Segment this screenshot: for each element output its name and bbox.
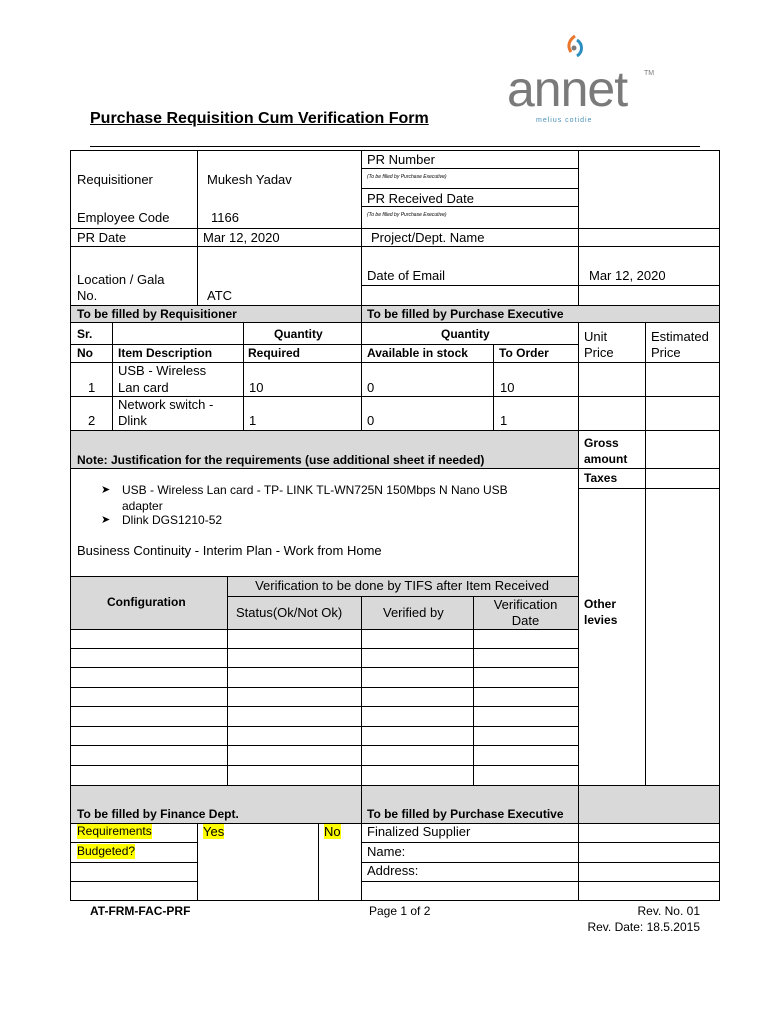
footer-revision-number: Rev. No. 01 (637, 904, 700, 918)
item-required: 1 (249, 413, 257, 428)
pr-date-label: PR Date (77, 230, 127, 245)
footer-revision-date: Rev. Date: 18.5.2015 (587, 920, 700, 934)
justification-reason: Business Continuity - Interim Plan - Work from Home (77, 543, 382, 558)
budget-no-option[interactable]: No (324, 824, 341, 839)
project-label: Project/Dept. Name (371, 230, 485, 245)
item-available: 0 (367, 413, 375, 428)
form-title: Purchase Requisition Cum Verification Form (90, 110, 429, 127)
col-quantity-stock-top: Quantity (441, 327, 490, 341)
item-description-line1: Network switch - (118, 397, 214, 412)
requisitioner-value: Mukesh Yadav (207, 172, 292, 187)
col-sr-line2: No (77, 346, 93, 360)
location-label-line1: Location / Gala (77, 272, 165, 287)
footer-page-number: Page 1 of 2 (369, 904, 431, 918)
employee-code-value: 1166 (211, 210, 239, 225)
item-description-line2: Lan card (118, 380, 169, 395)
item-required: 10 (249, 380, 264, 395)
pr-number-label: PR Number (367, 152, 435, 167)
logo-tagline: melius cotidie (536, 117, 593, 124)
col-estimated-price-line1: Estimated (651, 329, 709, 344)
title-rule (90, 146, 700, 147)
item-sr: 1 (88, 380, 96, 395)
requirements-label-line2: Budgeted? (77, 844, 136, 858)
verification-date-line1: Verification (493, 597, 558, 612)
col-item-description: Item Description (118, 346, 213, 360)
justification-item-1: USB - Wireless Lan card - TP- LINK TL-WN725N 150Mbps N Nano USB (122, 483, 508, 497)
location-label-line2: No. (77, 288, 98, 303)
section-requisitioner: To be filled by Requisitioner (77, 307, 237, 321)
other-levies-line1: Other (584, 597, 617, 611)
pr-date-value: Mar 12, 2020 (203, 230, 280, 245)
item-sr: 2 (88, 413, 96, 428)
item-available: 0 (367, 380, 375, 395)
gross-amount-line2: amount (584, 452, 628, 466)
item-to-order: 10 (500, 380, 515, 395)
justification-item-1-cont: adapter (122, 499, 163, 513)
col-available-stock: Available in stock (367, 346, 468, 360)
other-levies-line2: levies (584, 613, 618, 627)
pr-received-note: (To be filled by Purchase Executive) (367, 212, 447, 218)
supplier-address-label: Address: (367, 863, 419, 878)
purchase-exec-header: To be filled by Purchase Executive (367, 807, 564, 821)
col-quantity-required: Required (248, 346, 301, 360)
item-description-line2: Dlink (118, 413, 147, 428)
gross-amount-line1: Gross (584, 436, 619, 450)
supplier-name-label: Name: (367, 844, 406, 859)
budget-yes-option[interactable]: Yes (203, 824, 225, 839)
date-email-value: Mar 12, 2020 (589, 268, 666, 283)
finalized-supplier-label: Finalized Supplier (367, 824, 471, 839)
section-purchase-exec: To be filled by Purchase Executive (367, 307, 564, 321)
col-estimated-price-line2: Price (651, 345, 681, 360)
employee-code-label: Employee Code (77, 210, 170, 225)
verification-title: Verification to be done by TIFS after Item Received (255, 578, 549, 593)
finance-header: To be filled by Finance Dept. (77, 807, 239, 821)
verification-verified-by: Verified by (383, 605, 444, 620)
requisitioner-label: Requisitioner (77, 172, 153, 187)
pr-number-note: (To be filled by Purchase Executive) (367, 174, 447, 180)
col-sr-line1: Sr. (77, 327, 93, 341)
justification-item-2: Dlink DGS1210-52 (122, 513, 223, 527)
item-to-order: 1 (500, 413, 508, 428)
logo-trademark: TM (644, 70, 655, 77)
item-description-line1: USB - Wireless (118, 363, 207, 378)
footer-form-code: AT-FRM-FAC-PRF (90, 904, 191, 918)
verification-configuration: Configuration (107, 595, 186, 609)
logo-wordmark: annet (507, 61, 628, 117)
location-value: ATC (207, 288, 233, 303)
col-quantity-required-top: Quantity (274, 327, 323, 341)
verification-status: Status(Ok/Not Ok) (236, 605, 343, 620)
bullet-icon: ➤ (101, 514, 111, 526)
pr-received-label: PR Received Date (367, 191, 474, 206)
taxes-label: Taxes (584, 471, 618, 485)
date-email-label: Date of Email (367, 268, 446, 283)
bullet-icon: ➤ (101, 484, 111, 496)
requirements-label-line1: Requirements (77, 824, 152, 838)
col-unit-price-line2: Price (584, 345, 614, 360)
verification-date-line2: Date (511, 613, 540, 628)
justification-note: Note: Justification for the requirements (use additional sheet if needed) (77, 453, 485, 467)
col-unit-price-line1: Unit (584, 329, 608, 344)
col-to-order: To Order (499, 346, 549, 360)
